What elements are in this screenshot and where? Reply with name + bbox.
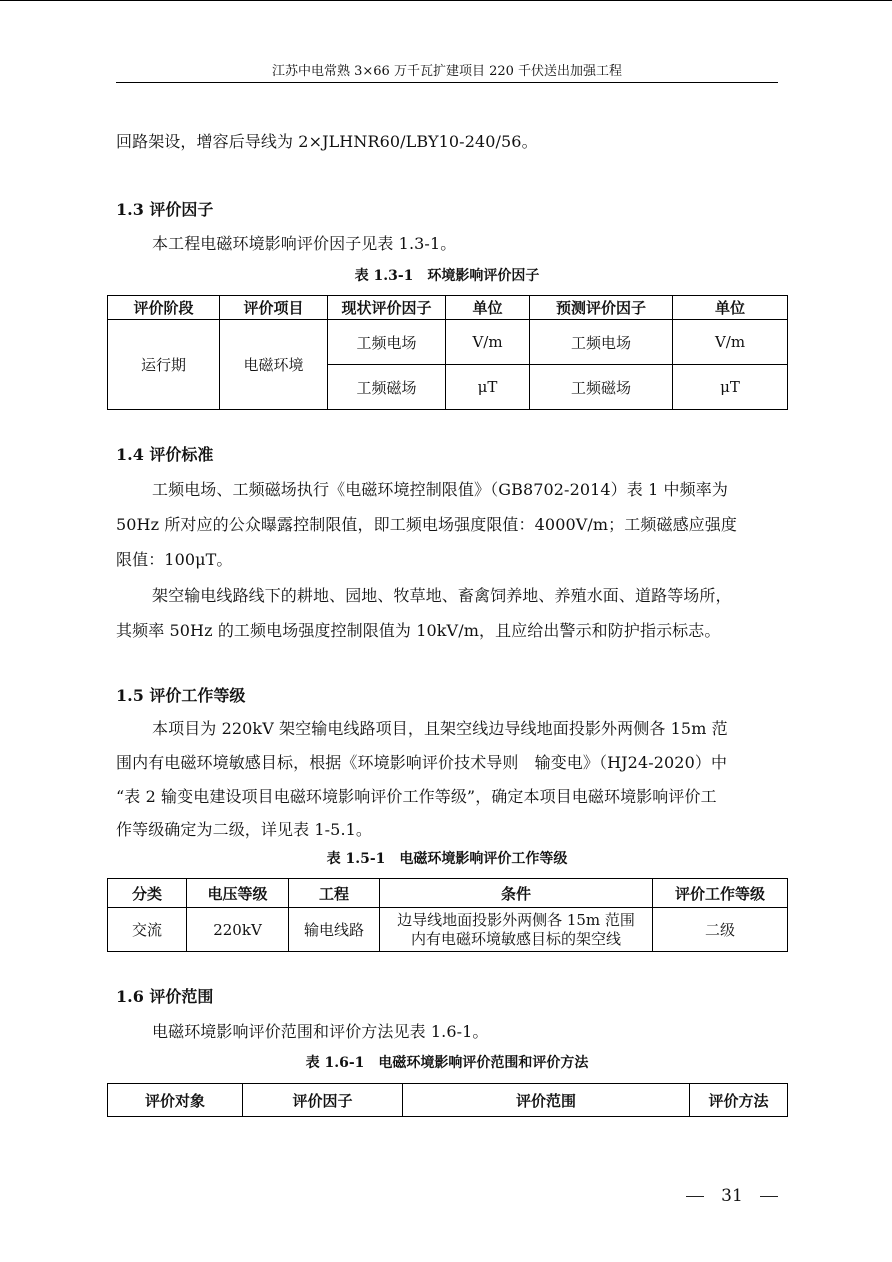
condition-cell xyxy=(380,908,653,952)
section-1-4-line: 其频率 50Hz 的工频电场强度控制限值为 10kV/m，且应给出警示和防护指示标志。 xyxy=(116,621,721,640)
section-1-4-line: 工频电场、工频磁场执行《电磁环境控制限值》（GB8702-2014）表 1 中频率为 xyxy=(152,480,728,499)
section-1-4-heading: 1.4 评价标准 xyxy=(116,445,214,464)
col-header: 评价工作等级 xyxy=(653,879,788,908)
table-cell: 220kV xyxy=(187,908,289,952)
page-footer xyxy=(686,1186,778,1206)
col-header: 评价对象 xyxy=(108,1084,243,1117)
section-1-5-line: 围内有电磁环境敏感目标，根据《环境影响评价技术导则 输变电》（HJ24-2020）中 xyxy=(116,753,728,772)
table-cell: μT xyxy=(446,365,530,410)
footer-dash-right xyxy=(760,1196,778,1197)
table-1-3-1 xyxy=(107,295,788,410)
section-1-4-line: 50Hz 所对应的公众曝露控制限值，即工频电场强度限值：4000V/m；工频磁感应强度 xyxy=(116,515,737,534)
footer-dash-left xyxy=(686,1196,704,1197)
col-header: 评价阶段 xyxy=(108,296,220,320)
col-header: 工程 xyxy=(289,879,380,908)
section-1-4-line: 限值：100μT。 xyxy=(116,550,233,569)
col-header: 现状评价因子 xyxy=(328,296,446,320)
section-1-4-line: 架空输电线路线下的耕地、园地、牧草地、畜禽饲养地、养殖水面、道路等场所， xyxy=(152,586,732,605)
table-cell: 交流 xyxy=(108,908,187,952)
table-header-row xyxy=(108,296,788,320)
col-header: 评价范围 xyxy=(403,1084,690,1117)
header-rule xyxy=(116,82,778,83)
section-1-5-line: 本项目为 220kV 架空输电线路项目，且架空线边导线地面投影外两侧各 15m 范 xyxy=(152,719,728,738)
col-header: 预测评价因子 xyxy=(530,296,673,320)
condition-line: 内有电磁环境敏感目标的架空线 xyxy=(410,929,621,948)
condition-line: 边导线地面投影外两侧各 15m 范围 xyxy=(397,910,635,929)
section-1-6-heading: 1.6 评价范围 xyxy=(116,987,214,1006)
table-1-3-1-caption: 表 1.3-1 环境影响评价因子 xyxy=(354,268,540,284)
col-header: 条件 xyxy=(380,879,653,908)
section-1-5-heading: 1.5 评价工作等级 xyxy=(116,686,246,705)
table-1-5-1 xyxy=(107,878,788,952)
table-cell: 工频电场 xyxy=(328,320,446,365)
col-header: 分类 xyxy=(108,879,187,908)
table-row xyxy=(108,320,788,365)
page-top-border xyxy=(0,0,892,1)
table-cell: 工频电场 xyxy=(530,320,673,365)
col-header: 评价项目 xyxy=(220,296,328,320)
table-1-5-1-caption: 表 1.5-1 电磁环境影响评价工作等级 xyxy=(326,851,568,867)
table-row xyxy=(108,908,788,952)
col-header: 电压等级 xyxy=(187,879,289,908)
col-header: 单位 xyxy=(673,296,788,320)
table-1-6-1 xyxy=(107,1083,788,1117)
page-number: 31 xyxy=(721,1186,743,1206)
section-1-3-para: 本工程电磁环境影响评价因子见表 1.3-1。 xyxy=(152,234,457,253)
stage-cell: 运行期 xyxy=(108,320,220,410)
table-header-row xyxy=(108,879,788,908)
continuation-text: 回路架设，增容后导线为 2×JLHNR60/LBY10-240/56。 xyxy=(116,132,538,151)
table-cell: 输电线路 xyxy=(289,908,380,952)
col-header: 评价因子 xyxy=(243,1084,403,1117)
table-cell: 工频磁场 xyxy=(328,365,446,410)
section-1-6-para: 电磁环境影响评价范围和评价方法见表 1.6-1。 xyxy=(152,1022,489,1041)
table-cell: 二级 xyxy=(653,908,788,952)
col-header: 单位 xyxy=(446,296,530,320)
table-1-6-1-caption: 表 1.6-1 电磁环境影响评价范围和评价方法 xyxy=(305,1055,589,1071)
table-cell: μT xyxy=(673,365,788,410)
item-cell: 电磁环境 xyxy=(220,320,328,410)
section-1-5-line: “表 2 输变电建设项目电磁环境影响评价工作等级”，确定本项目电磁环境影响评价工 xyxy=(116,787,717,806)
running-header: 江苏中电常熟 3×66 万千瓦扩建项目 220 千伏送出加强工程 xyxy=(271,64,623,79)
section-1-5-line: 作等级确定为二级，详见表 1-5.1。 xyxy=(116,820,373,839)
table-cell: V/m xyxy=(673,320,788,365)
table-cell: 工频磁场 xyxy=(530,365,673,410)
table-cell: V/m xyxy=(446,320,530,365)
col-header: 评价方法 xyxy=(690,1084,788,1117)
table-header-row xyxy=(108,1084,788,1117)
section-1-3-heading: 1.3 评价因子 xyxy=(116,200,214,219)
